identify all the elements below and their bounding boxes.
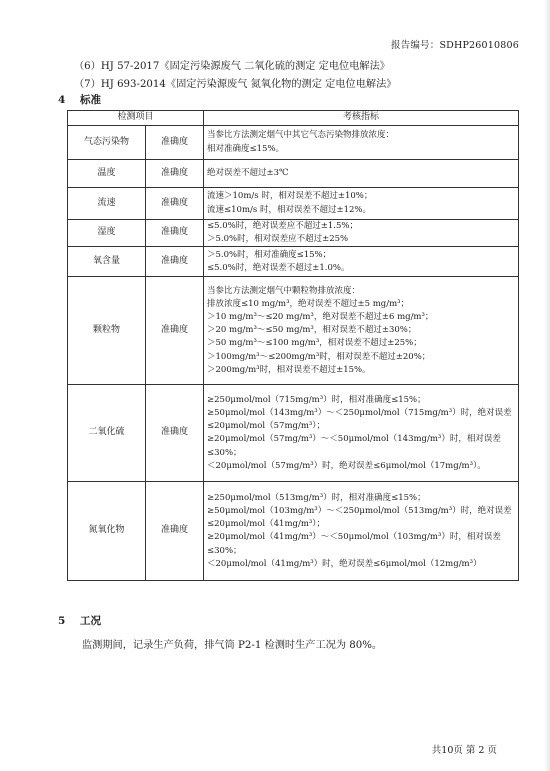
reference-item: （7）HJ 693-2014《固定污染源废气 氮氧化物的测定 定电位电解法》 [74,79,397,90]
cell-item: 颗粒物 [68,277,146,385]
cell-criteria [204,482,519,581]
section-title: 工况 [80,615,101,627]
criteria-line: ＞5.0%时，相对准确度≤15%； [207,249,332,260]
criteria-line: ≥250μmol/mol（513mg/m³）时，相对准确度≤15%； [207,492,426,503]
table-header-row [68,111,519,126]
criteria-line: ≥20μmol/mol（41mg/m³）～＜50μmol/mol（103mg/m³）时，相对误差≤30%； [207,532,501,556]
section-number: 4 [58,94,66,106]
criteria-line: 当参比方法测定烟气中颗粒物排放浓度： [207,285,361,296]
table-row [68,277,519,385]
cell-metric: 准确度 [146,385,204,482]
section-title: 标准 [80,94,101,106]
criteria-line: 相对准确度≤15%。 [207,143,285,154]
criteria-line: ≥20μmol/mol（57mg/m³）～＜50μmol/mol（143mg/m³）时，相对误差≤30%； [207,434,501,458]
criteria-line: 绝对误差不超过±3℃ [207,167,289,178]
standards-table [67,110,519,581]
criteria-line: ＞50 mg/m³～≤100 mg/m³，相对误差不超过±25%； [207,338,422,349]
cell-metric: 准确度 [146,220,204,247]
header-criteria: 考核指标 [204,111,519,126]
criteria-line: 流速＞10m/s 时，相对误差不超过±10%； [207,191,373,202]
page-edge-shadow [544,0,550,771]
criteria-line: 流速≤10m/s 时，相对误差不超过±12%。 [207,204,371,215]
cell-metric: 准确度 [146,482,204,581]
table-row [68,220,519,247]
criteria-line: ＞20 mg/m³～≤50 mg/m³，相对误差不超过±30%； [207,325,417,336]
criteria-line: ≥50μmol/mol（143mg/m³）～＜250μmol/mol（715mg/m³）时，绝对误差≤20μmol/mol（57mg/m³）； [207,408,512,432]
cell-item: 气态污染物 [68,126,146,160]
criteria-line: 当参比方法测定烟气中其它气态污染物排放浓度： [207,130,395,141]
cell-item: 氮氧化物 [68,482,146,581]
cell-metric: 准确度 [146,188,204,220]
criteria-line: ≤5.0%时，绝对误差不超过±1.0%。 [207,262,350,273]
criteria-line: ＞200mg/m³时，相对误差不超过±15%。 [207,364,371,375]
cell-criteria [204,188,519,220]
reference-item: （6）HJ 57-2017《固定污染源废气 二氧化硫的测定 定电位电解法》 [74,61,390,72]
cell-item: 湿度 [68,220,146,247]
criteria-line: ＞100mg/m³～≤200mg/m³时，相对误差不超过±20%； [207,351,431,362]
cell-criteria [204,277,519,385]
cell-item: 温度 [68,160,146,188]
table-row [68,160,519,188]
criteria-line: ＜20μmol/mol（41mg/m³）时，绝对误差≤6μmol/mol（12mg/m³） [207,558,482,569]
condition-paragraph: 监测期间，记录生产负荷，排气筒 P2-1 检测时生产工况为 80%。 [82,640,383,651]
section-number: 5 [58,615,66,627]
cell-criteria [204,247,519,277]
cell-criteria [204,126,519,160]
criteria-line: ＞5.0%时，相对误差应不超过±25% [207,234,349,245]
table-row [68,482,519,581]
criteria-line: ＜20μmol/mol（57mg/m³）时，绝对误差≤6μmol/mol（17mg/m³）。 [207,460,486,471]
cell-criteria [204,220,519,247]
report-number: 报告编号：SDHP26010806 [390,40,519,51]
cell-item: 流速 [68,188,146,220]
section-heading [58,92,101,107]
cell-metric: 准确度 [146,247,204,277]
cell-metric: 准确度 [146,160,204,188]
page-footer: 共10页 第 2 页 [431,745,497,756]
section-heading [58,613,101,628]
table-row [68,247,519,277]
header-item: 检测项目 [68,111,204,126]
table-row [68,126,519,160]
cell-metric: 准确度 [146,277,204,385]
table-row [68,385,519,482]
cell-criteria [204,160,519,188]
cell-item: 二氧化硫 [68,385,146,482]
criteria-line: ≥50μmol/mol（103mg/m³）～＜250μmol/mol（513mg/m³）时，绝对误差≤20μmol/mol（41mg/m³）； [207,506,512,530]
table-row [68,188,519,220]
cell-metric: 准确度 [146,126,204,160]
criteria-line: ≤5.0%时，绝对误差应不超过±1.5%； [207,221,358,231]
cell-item: 氧含量 [68,247,146,277]
criteria-line: ≥250μmol/mol（715mg/m³）时，相对准确度≤15%； [207,394,426,405]
cell-criteria [204,385,519,482]
criteria-line: 排放浓度≤10 mg/m³，绝对误差不超过±5 mg/m³； [207,298,410,309]
table-body [68,126,519,581]
criteria-line: ＞10 mg/m³～≤20 mg/m³，绝对误差不超过±6 mg/m³； [207,312,434,323]
